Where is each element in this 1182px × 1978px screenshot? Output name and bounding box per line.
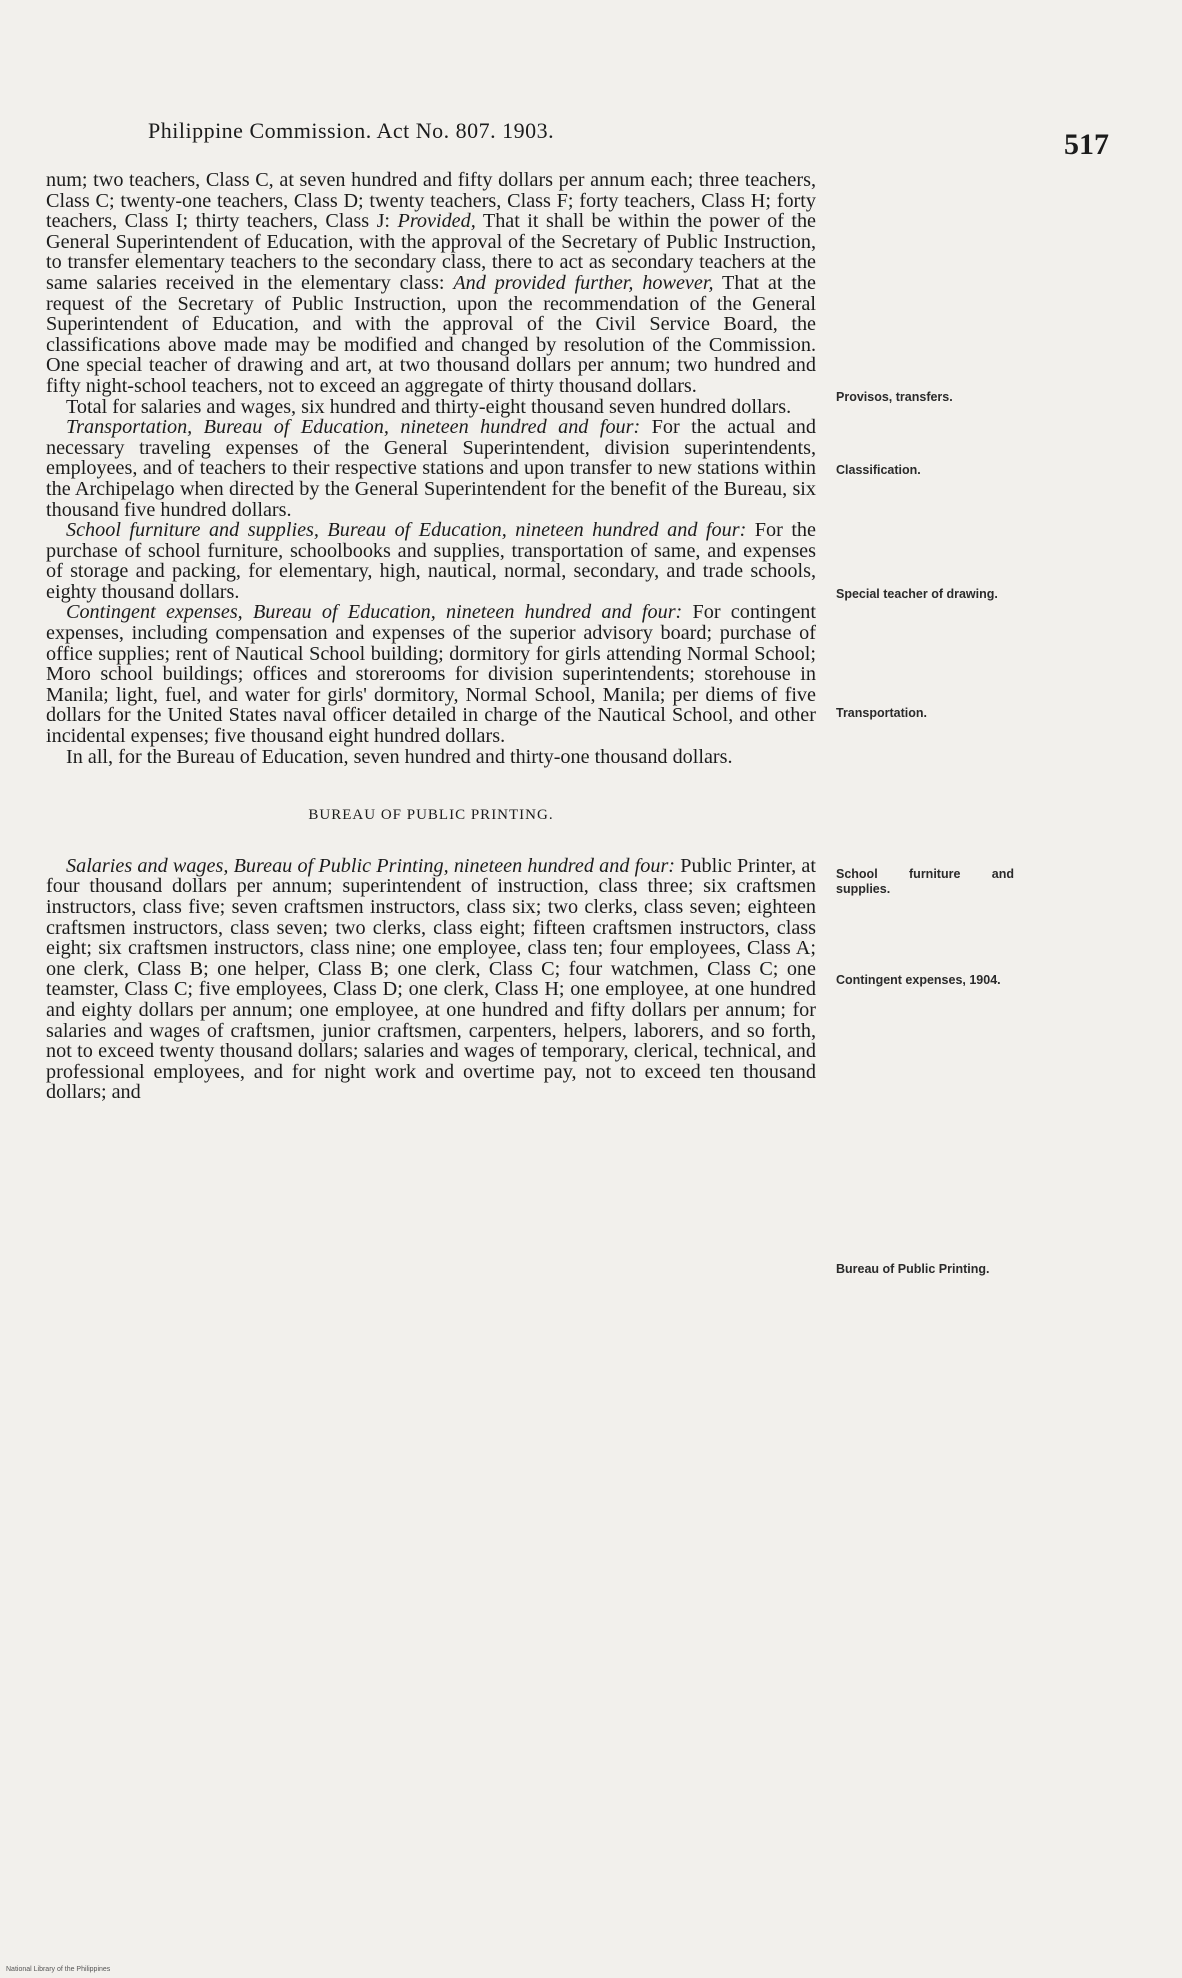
- italic-text: Transportation, Bureau of Education, nineteen hundred and four:: [66, 416, 641, 439]
- paragraph-school-furniture: [46, 520, 816, 602]
- margin-note-contingent: Contingent expenses, 1904.: [836, 973, 1001, 987]
- text-run: For the actual and necessary traveling expenses of the General Superintendent, division superintendents, employees, and of teachers to their respective stations and upon transfer to new stations within the Archipelago when directed by the General Superintendent for the benefit of the Bureau, six thousand five hundred dollars.: [46, 416, 816, 521]
- margin-note-school-furniture: School furniture and supplies.: [836, 867, 1014, 896]
- paragraph-contingent: [46, 602, 816, 746]
- text-run: num; two teachers, Class C, at seven hundred and fifty dollars per annum each; three teachers, Class C; twenty-one teachers, Class D; twenty teachers, Class F; forty teachers, Class H; forty teachers, Class I; thirty teachers, Class J:: [46, 169, 816, 233]
- text-run: That it shall be within the power of the General Superintendent of Education, with the approval of the Secretary of Public Instruction, to transfer elementary teachers to the secondary class, there to act as secondary teachers at the same salaries received in the elementary class:: [46, 210, 816, 294]
- margin-note-public-printing: Bureau of Public Printing.: [836, 1262, 990, 1276]
- margin-note-classification: Classification.: [836, 463, 921, 477]
- paragraph-in-all: [46, 747, 816, 768]
- italic-text: Contingent expenses, Bureau of Education, nineteen hundred and four:: [66, 601, 683, 624]
- paragraph-total: [46, 397, 816, 418]
- paragraph-transportation: [46, 417, 816, 520]
- text-run: For contingent expenses, including compensation and expenses of the superior advisory board; purchase of office supplies; rent of Nautical School building; dormitory for girls attending Normal School; Moro school buildings; offices and storerooms for division superintendents; storehouse in Manila; light, fuel, and water for girls' dormitory, Normal School, Manila; per diems of five dollars for the United States naval officer detailed in charge of the Nautical School, and other incidental expenses; five thousand eight hundred dollars.: [46, 601, 816, 748]
- page-number: 517: [1064, 128, 1109, 161]
- section-heading: BUREAU OF PUBLIC PRINTING.: [308, 807, 554, 824]
- running-head: Philippine Commission. Act No. 807. 1903.: [148, 118, 555, 143]
- italic-text: Provided,: [397, 210, 476, 233]
- italic-text: Salaries and wages, Bureau of Public Printing, nineteen hundred and four:: [66, 854, 676, 877]
- body-text: [46, 170, 816, 1103]
- margin-note-provisos: Provisos, transfers.: [836, 390, 953, 404]
- footer-credit: National Library of the Philippines: [6, 1966, 111, 1973]
- text-run: For the purchase of school furniture, schoolbooks and supplies, transportation of same, and expenses of storage and packing, for elementary, high, nautical, normal, secondary, and trade schools, eighty thousand dollars.: [46, 519, 816, 603]
- italic-text: School furniture and supplies, Bureau of Education, nineteen hundred and four:: [66, 519, 747, 542]
- margin-note-transportation: Transportation.: [836, 706, 927, 720]
- paragraph-public-printing: [46, 856, 816, 1103]
- text-run: That at the request of the Secretary of Public Instruction, upon the recommendation of the General Superintendent of Education, and with the approval of the Civil Service Board, the classifications above made may be modified and changed by resolution of the Commission. One special teacher of drawing and art, at two thousand dollars per annum; two hundred and fifty night-school teachers, not to exceed an aggregate of thirty thousand dollars.: [46, 271, 816, 397]
- paragraph-appropriations: [46, 170, 816, 397]
- text-run: Total for salaries and wages, six hundred and thirty-eight thousand seven hundred dollars.: [66, 395, 792, 418]
- italic-text: And provided further, however,: [453, 271, 714, 294]
- text-run: Public Printer, at four thousand dollars per annum; superintendent of instruction, class three; six craftsmen instructors, class five; seven craftsmen instructors, class six; two clerks, class seven; eighteen craftsmen instructors, class seven; two clerks, class eight; fifteen craftsmen instructors, class eight; six craftsmen instructors, class nine; one employee, class ten; four employees, Class A; one clerk, Class B; one helper, Class B; one clerk, Class C; four watchmen, Class C; one teamster, Class C; five employees, Class D; one clerk, Class H; one employee, at one hundred and eighty dollars per annum; one employee, at one hundred and fifty dollars per annum; for salaries and wages of craftsmen, junior craftsmen, carpenters, helpers, laborers, and so forth, not to exceed twenty thousand dollars; salaries and wages of temporary, clerical, technical, and professional employees, and for night work and overtime pay, not to exceed ten thousand dollars; and: [46, 854, 816, 1104]
- text-run: In all, for the Bureau of Education, seven hundred and thirty-one thousand dollars.: [66, 745, 733, 768]
- margin-note-special-teacher: Special teacher of drawing.: [836, 587, 998, 601]
